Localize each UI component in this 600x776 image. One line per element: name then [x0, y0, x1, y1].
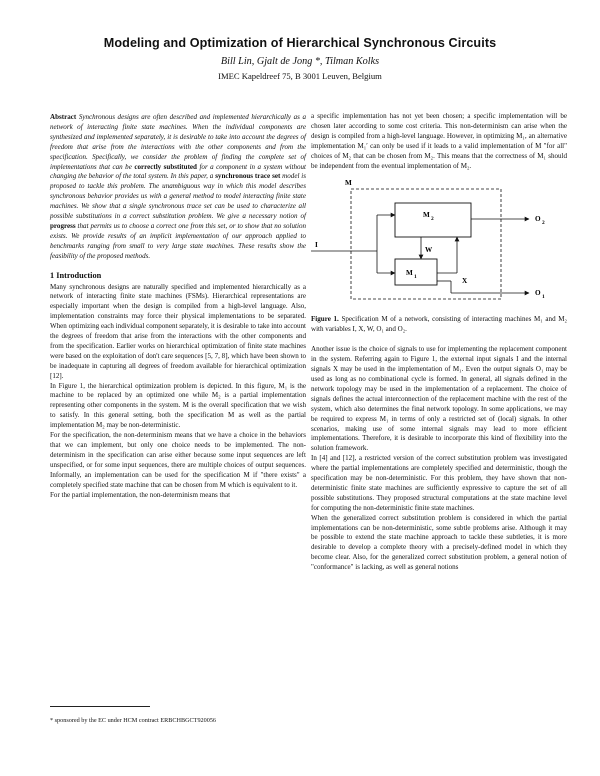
abstract-emphasis: correctly substituted — [134, 162, 197, 171]
caption-text: Specification M of a network, consisting of interacting machines M₁ and M₂ with variables I, X, W, O₁ and O₂. — [311, 315, 567, 334]
footnote: * sponsored by the EC under HCM contract ERBCHBGCT920056 — [50, 717, 217, 724]
paragraph: a specific implementation has not yet been chosen; a specific implementation will be chosen later according to some cost criteria. This non-determinism can arise when the design is compiled from a high-level language. However, in optimizing M₁, an alternative implementation M₁′ can only be used if it leads to a valid implementation of M "for all" choices of M₂ that can be chosen from M₂. This means that the correctness of M₁ should be independent from the eventual implementation of M₂. — [311, 112, 567, 170]
label-m1: M — [406, 269, 413, 278]
label-i: I — [315, 241, 318, 250]
paper-authors: Bill Lin, Gjalt de Jong *, Tilman Kolks — [220, 56, 380, 67]
paragraph: When the generalized correct substitution problem is considered in which the partial implementations can be non-deterministic, some subtle problems arise. Although it may be possible to extend the state machine approach to tackle these subtleties, it is more desirable to develop a complete theory with a precisely-defined model in which they become clear. Also, for the generalized correct substitution problem, a general notion of "conformance" is lacking, as well as general notions — [311, 513, 567, 572]
figure-1 — [311, 171, 567, 311]
label-w: W — [425, 246, 433, 255]
left-column — [50, 113, 306, 500]
abstract-emphasis: synchronous trace set — [215, 172, 281, 181]
paragraph: In [4] and [12], a restricted version of the correct substitution problem was investigated where the partial implementations are completely specified and deterministic, though the specification may be non-deterministic. For this problem, they have shown that non-deterministic finite state machines are sufficiently expressive to capture the set of all possible substitutions. They proposed structural computations at the state machine level for computing the non-deterministic finite state machines. — [311, 454, 567, 512]
label-m1-sub: 1 — [414, 274, 417, 281]
label-m2: M — [423, 211, 430, 220]
network-diagram — [311, 171, 567, 311]
paragraph: Another issue is the choice of signals to use for implementing the replacement component in the system. Referring again to Figure 1, the external input signals I and the internal signals X may be used in the implementation of M₁. Even the output signals O₁ may be used as long as no combinational cycle is formed. In general, all signals defined in the network topology may be used in the implementation of a replacement. The choice of signals defines the actual interconnection of the replacement machine with the rest of the system, which also determines the final network topology. In some applications, we may be required to express M₁ in terms of only a restricted set of (local) signals. In other scenarios, making use of some internal signals may lead to more efficient implementations. Therefore, it is desirable to incorporate this kind of flexibility into the solution framework. — [311, 345, 567, 453]
abstract-emphasis: progress — [50, 221, 76, 230]
figure-caption — [311, 315, 567, 335]
label-o2: O — [535, 215, 541, 224]
machine-m1-box — [395, 259, 437, 285]
label-o1-sub: 1 — [542, 294, 545, 301]
machine-m-boundary — [351, 189, 501, 299]
label-o2-sub: 2 — [542, 220, 545, 227]
paragraph: Many synchronous designs are naturally specified and implemented hierarchically as a network of interacting finite state machines (FSMs). Hierarchical representations are especially important when the design is compiled from a high-level language. Also, implementation constraints may force their physical implementations to be separated. When optimizing each individual component separately, it is desirable to take into account the degrees of freedom that arise from the interactions with the other components and from the specification. Earlier works on hierarchical optimization of finite state machines were based on the exploitation of don't care sequences [5, 7, 8], which have been shown to be inadequate in capturing all degrees of freedom available for hierarchical optimization [12]. — [50, 282, 306, 380]
abstract-text: model is proposed to tackle this problem. The unambiguous way in which this model describes synchronous behavior provides us with a general method to model interacting finite state machines. We show that a single synchronous trace set can be used to characterize all possible substitutions in a correct substitution problem. We give a necessary notion of — [50, 172, 306, 221]
label-x: X — [462, 277, 468, 286]
section-heading: 1 Introduction — [50, 270, 102, 280]
paper-affiliation: IMEC Kapeldreef 75, B 3001 Leuven, Belgium — [218, 71, 382, 81]
abstract — [50, 113, 306, 262]
label-m: M — [345, 179, 352, 188]
paragraph: For the specification, the non-determinism means that we have a choice in the behaviors that we can implement, but only one choice needs to be implemented. The non-determinism in the specification can arise either because some input sequences are left unspecified, or for some input sequences, there are multiple choices of output sequences. Informally, an implementation can be used for the specification M if "there exists" a completely specified state machine that can be chosen from M which is equivalent to it. — [50, 431, 306, 489]
paragraph: For the partial implementation, the non-determinism means that — [50, 490, 231, 499]
paragraph: In Figure 1, the hierarchical optimization problem is depicted. In this figure, M₁ is the machine to be replaced by an optimized one while M₂ is a partial implementation representing other components in the system. M is the overall specification that we wish to satisfy. In this general setting, both the specification M as well as the partial implementation M₂ may be non-deterministic. — [50, 381, 306, 430]
abstract-text: that permits us to choose a correct one from this set, or to show that no solution exists. We provide results of an implicit implementation of our approach applied to benchmarks ranging from small to very large state machines. These results show the feasibility of the proposed methods. — [50, 221, 306, 260]
abstract-text: for a component in a system without changing the behavior of the total system. In this paper, a — [50, 162, 306, 181]
footnote-rule — [50, 706, 150, 707]
right-column — [311, 112, 567, 573]
abstract-text: Synchronous designs are often described and implemented hierarchically as a network of interacting finite state machines. When the individual components are synthesized and implemented separately, it is desirable to take into account the degrees of freedom that arise from the interactions with the other components and from the specification. Specifically, we consider the problem of finding the complete set of implementations that can be — [50, 113, 306, 171]
abstract-heading: Abstract — [50, 113, 77, 121]
caption-label: Figure 1. — [311, 315, 339, 324]
label-o1: O — [535, 289, 541, 298]
label-m2-sub: 2 — [431, 216, 434, 223]
paper-title: Modeling and Optimization of Hierarchical Synchronous Circuits — [103, 36, 497, 50]
